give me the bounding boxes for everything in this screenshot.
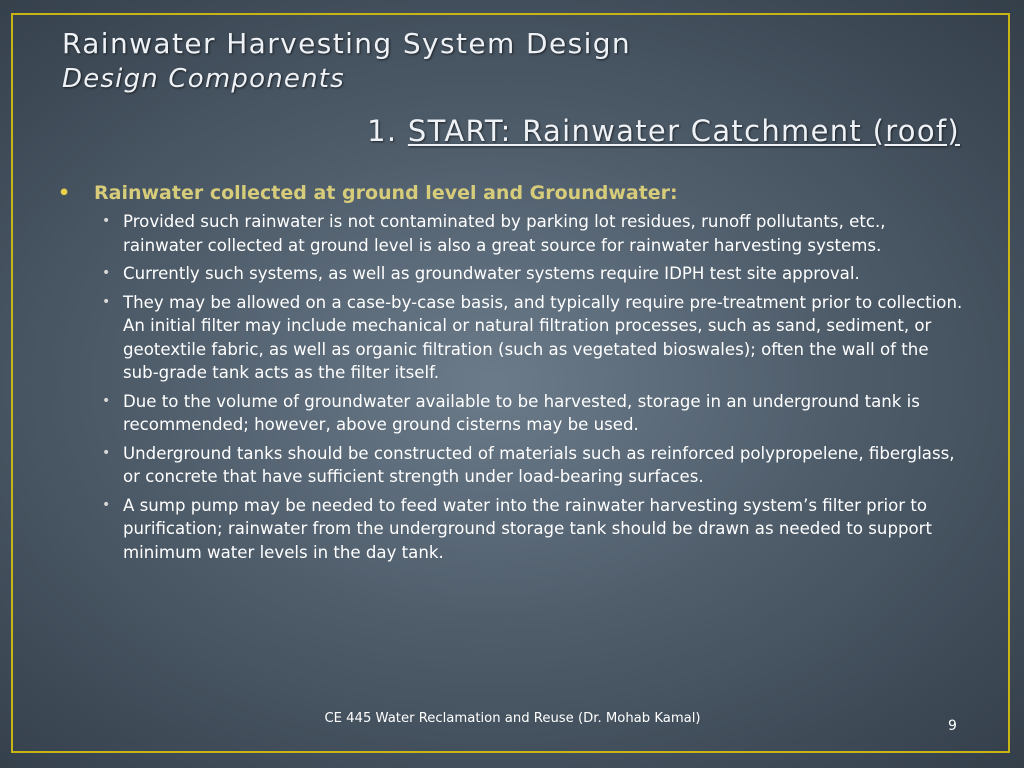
bullet-dot-icon: • (102, 265, 111, 281)
list-item (102, 390, 963, 437)
bullet-dot-icon: • (102, 213, 111, 229)
list-item-text: Underground tanks should be constructed of materials such as reinforced polypropelene, fiberglass, or concrete that have sufficient strength under load-bearing surfaces. (123, 443, 955, 486)
title-line-1: Rainwater Harvesting System Design (62, 27, 632, 60)
list-item (102, 262, 963, 286)
list-item (102, 494, 963, 565)
list-item (102, 442, 963, 489)
title-line-3-prefix: 1. (367, 114, 408, 148)
slide-title (62, 26, 962, 148)
list-item-text: Due to the volume of groundwater available to be harvested, storage in an underground tank is recommended; however, above ground cisterns may be used. (123, 391, 920, 434)
title-line-3-underlined: START: Rainwater Catchment (roof) (407, 114, 960, 148)
page-number: 9 (948, 718, 957, 734)
list-item (102, 210, 963, 257)
title-line-2: Design Components (62, 64, 345, 94)
slide-body (58, 180, 963, 569)
bullet-heading-text: Rainwater collected at ground level and Groundwater: (94, 182, 678, 204)
bullet-dot-icon: • (58, 182, 71, 204)
list-item-text: A sump pump may be needed to feed water into the rainwater harvesting system’s filter prior to purification; rainwater from the underground storage tank should be drawn as needed to support minimum water levels in the day tank. (123, 495, 932, 562)
bullet-dot-icon: • (102, 392, 111, 409)
title-line-3 (360, 112, 960, 150)
sub-bullet-list (58, 210, 963, 564)
list-item-text: They may be allowed on a case-by-case basis, and typically require pre-treatment prior to collection. An initial filter may include mechanical or natural filtration processes, such as sand, sediment, or geotextile fabric, as well as organic filtration (such as vegetated bioswales); often the wall of the sub-grade tank acts as the filter itself. (123, 292, 963, 382)
list-item (102, 291, 963, 385)
bullet-dot-icon: • (102, 293, 111, 310)
slide-footer: CE 445 Water Reclamation and Reuse (Dr. Mohab Kamal) (324, 711, 701, 726)
bullet-dot-icon: • (102, 444, 111, 461)
list-item-text: Provided such rainwater is not contaminated by parking lot residues, runoff pollutants, etc., rainwater collected at ground level is also a great source for rainwater harvesting systems. (123, 212, 886, 255)
list-item-text: Currently such systems, as well as groundwater systems require IDPH test site approval. (123, 264, 860, 283)
bullet-heading (58, 180, 963, 206)
bullet-dot-icon: • (102, 496, 111, 513)
